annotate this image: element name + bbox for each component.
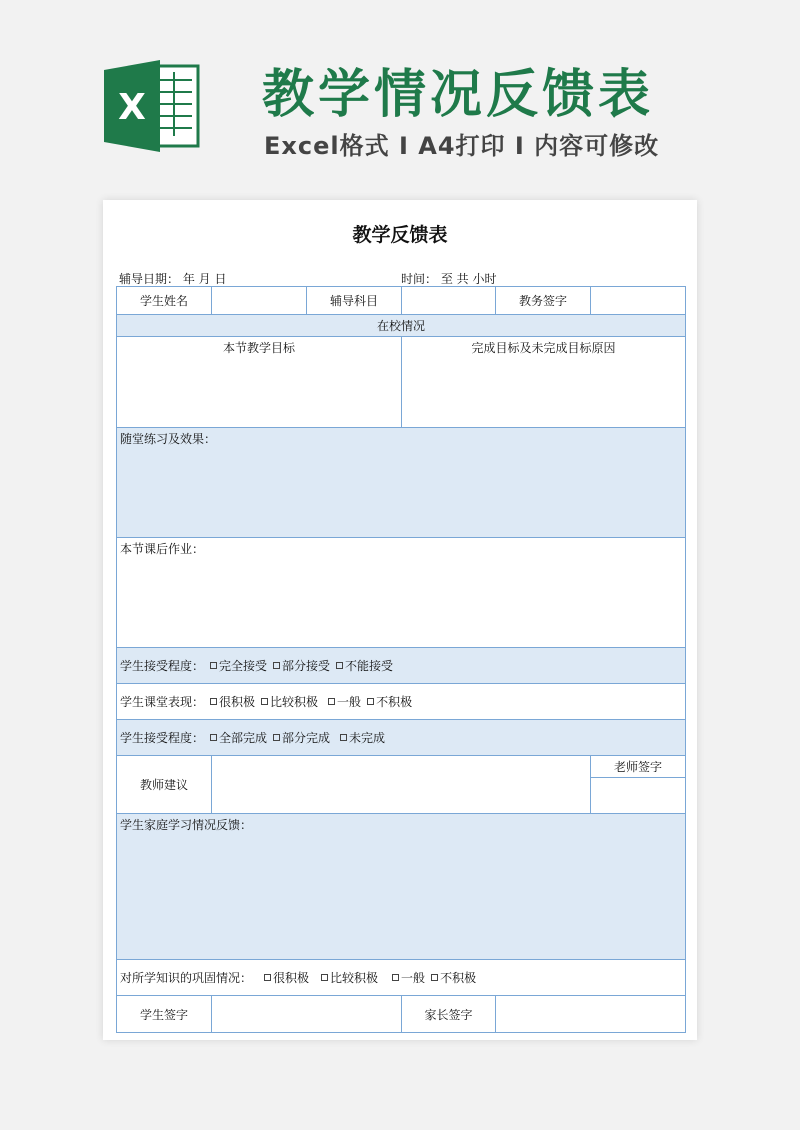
practice-field[interactable] bbox=[117, 428, 686, 538]
checkbox[interactable] bbox=[210, 698, 217, 705]
checkbox[interactable] bbox=[264, 974, 271, 981]
option-label: 很积极 bbox=[273, 971, 310, 985]
checkbox[interactable] bbox=[392, 974, 399, 981]
tutoring-date: 辅导日期： 年 月 日 bbox=[119, 272, 227, 286]
lesson-goal-label: 本节教学目标 bbox=[222, 341, 295, 355]
checkbox[interactable] bbox=[210, 662, 217, 669]
checkbox[interactable] bbox=[321, 974, 328, 981]
document-page bbox=[103, 200, 697, 1040]
acceptance-label: 学生接受程度： bbox=[120, 659, 205, 673]
option-label: 比较积极 bbox=[330, 971, 379, 985]
goal-reason-label: 完成目标及未完成目标原因 bbox=[471, 341, 616, 355]
parent-sign-field[interactable] bbox=[496, 996, 686, 1033]
excel-icon bbox=[102, 56, 202, 156]
document-title: 教学反馈表 bbox=[352, 224, 448, 246]
tutoring-time: 时间： 至 共 小时 bbox=[401, 272, 497, 286]
header-banner bbox=[0, 0, 800, 185]
checkbox[interactable] bbox=[261, 698, 268, 705]
home-feedback-label: 学生家庭学习情况反馈： bbox=[120, 818, 253, 832]
completion-row bbox=[117, 720, 686, 756]
checkbox[interactable] bbox=[210, 734, 217, 741]
option-label: 比较积极 bbox=[270, 695, 319, 709]
teacher-advice-label: 教师建议 bbox=[117, 756, 212, 814]
checkbox[interactable] bbox=[340, 734, 347, 741]
option-label: 一般 bbox=[337, 695, 362, 709]
checkbox[interactable] bbox=[273, 734, 280, 741]
checkbox[interactable] bbox=[336, 662, 343, 669]
lesson-goal-field[interactable] bbox=[117, 337, 402, 428]
option-label: 完全接受 bbox=[219, 659, 268, 673]
homework-field[interactable] bbox=[117, 538, 686, 648]
teacher-sign-label: 老师签字 bbox=[591, 756, 686, 778]
checkbox[interactable] bbox=[328, 698, 335, 705]
checkbox[interactable] bbox=[273, 662, 280, 669]
option-label: 未完成 bbox=[349, 731, 386, 745]
goal-reason-field[interactable] bbox=[402, 337, 686, 428]
student-sign-field[interactable] bbox=[212, 996, 402, 1033]
page-subtitle: Excel格式 I A4打印 I 内容可修改 bbox=[264, 132, 660, 160]
checkbox[interactable] bbox=[431, 974, 438, 981]
homework-label: 本节课后作业： bbox=[120, 542, 205, 556]
option-label: 部分接受 bbox=[282, 659, 331, 673]
teacher-advice-field[interactable] bbox=[212, 756, 591, 814]
practice-label: 随堂练习及效果： bbox=[120, 432, 217, 446]
teacher-sign-field[interactable] bbox=[591, 778, 686, 814]
completion-label: 学生接受程度： bbox=[120, 731, 205, 745]
subject-label: 辅导科目 bbox=[307, 287, 402, 315]
option-label: 一般 bbox=[401, 971, 426, 985]
subject-field[interactable] bbox=[402, 287, 496, 315]
consolidation-label: 对所学知识的巩固情况： bbox=[120, 971, 253, 985]
admin-sign-field[interactable] bbox=[591, 287, 686, 315]
logo-letter: X bbox=[118, 87, 146, 128]
consolidation-row bbox=[117, 960, 686, 996]
page-title: 教学情况反馈表 bbox=[262, 65, 655, 125]
home-feedback-field[interactable] bbox=[117, 814, 686, 960]
school-section-header: 在校情况 bbox=[117, 315, 686, 337]
option-label: 不积极 bbox=[440, 971, 477, 985]
acceptance-row bbox=[117, 648, 686, 684]
feedback-form bbox=[116, 286, 686, 1033]
option-label: 全部完成 bbox=[219, 731, 268, 745]
student-name-field[interactable] bbox=[212, 287, 307, 315]
option-label: 不积极 bbox=[376, 695, 413, 709]
checkbox[interactable] bbox=[367, 698, 374, 705]
performance-row bbox=[117, 684, 686, 720]
performance-label: 学生课堂表现： bbox=[120, 695, 205, 709]
student-sign-label: 学生签字 bbox=[117, 996, 212, 1033]
admin-sign-label: 教务签字 bbox=[496, 287, 591, 315]
option-label: 很积极 bbox=[219, 695, 256, 709]
option-label: 部分完成 bbox=[282, 731, 331, 745]
student-name-label: 学生姓名 bbox=[117, 287, 212, 315]
parent-sign-label: 家长签字 bbox=[402, 996, 496, 1033]
option-label: 不能接受 bbox=[345, 659, 394, 673]
